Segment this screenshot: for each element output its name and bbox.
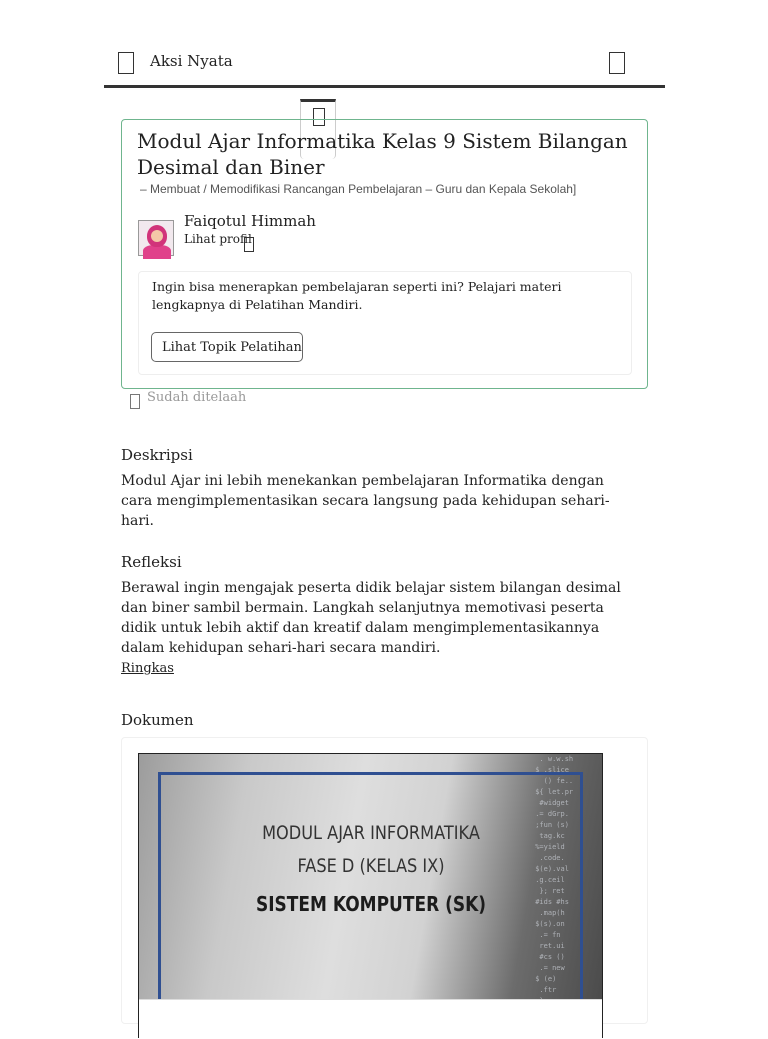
training-promo-box [138,271,632,375]
page-bottom [139,999,602,1039]
menu-icon[interactable] [609,52,625,74]
post-category: – Membuat / Memodifikasi Rancangan Pembelajaran – Guru dan Kepala Sekolah] [140,182,577,196]
view-training-topic-button[interactable]: Lihat Topik Pelatihan [151,332,303,362]
cover-line-2: FASE D (KELAS IX) [297,855,445,877]
check-icon [130,394,140,409]
reflection-text: Berawal ingin mengajak peserta didik belajar sistem bilangan desimal dan biner sambil bermain. Langkah selanjutnya memotivasi peserta didik untuk lebih aktif dan kreatif dalam mengimplementasikannya dalam kehidupan sehari-hari secara mandiri. [121,580,621,656]
promo-text: Ingin bisa menerapkan pembelajaran seperti ini? Pelajari materi lengkapnya di Pelatihan Mandiri. [152,279,562,312]
avatar[interactable] [138,220,174,256]
author-name[interactable]: Faiqotul Himmah [184,212,316,230]
page-title: Aksi Nyata [150,52,233,70]
summary-link[interactable]: Ringkas [121,661,174,676]
external-link-icon[interactable] [244,237,254,252]
cover-line-1: MODUL AJAR INFORMATIKA [262,822,480,844]
top-bar [104,44,665,88]
document-viewer[interactable] [121,737,648,1024]
post-header-card [121,119,648,389]
document-page[interactable] [138,753,603,1038]
code-background: . w.w.sh $ .slice () fe.. ${ let.pr #widget .= dGrp. ;fun (s) tag.kc %=yield .code. $(e).val .g.ceil }; ret #ids #hs .map(h $(s).on .= fn ret.ui #cs () .= new $ (e) .ftr [535,755,574,994]
document-heading: Dokumen [121,711,194,729]
back-icon[interactable] [118,52,134,74]
view-profile-link[interactable]: Lihat profil [184,232,252,246]
reflection-heading: Refleksi [121,553,182,571]
cover-line-3: SISTEM KOMPUTER (SK) [255,892,487,916]
reviewed-status: Sudah ditelaah [147,390,247,405]
post-title: Modul Ajar Informatika Kelas 9 Sistem Bilangan Desimal dan Biner [137,129,628,179]
description-heading: Deskripsi [121,446,193,464]
description-text: Modul Ajar ini lebih menekankan pembelajaran Informatika dengan cara mengimplementasikan secara langsung pada kehidupan sehari-hari. [121,473,610,529]
